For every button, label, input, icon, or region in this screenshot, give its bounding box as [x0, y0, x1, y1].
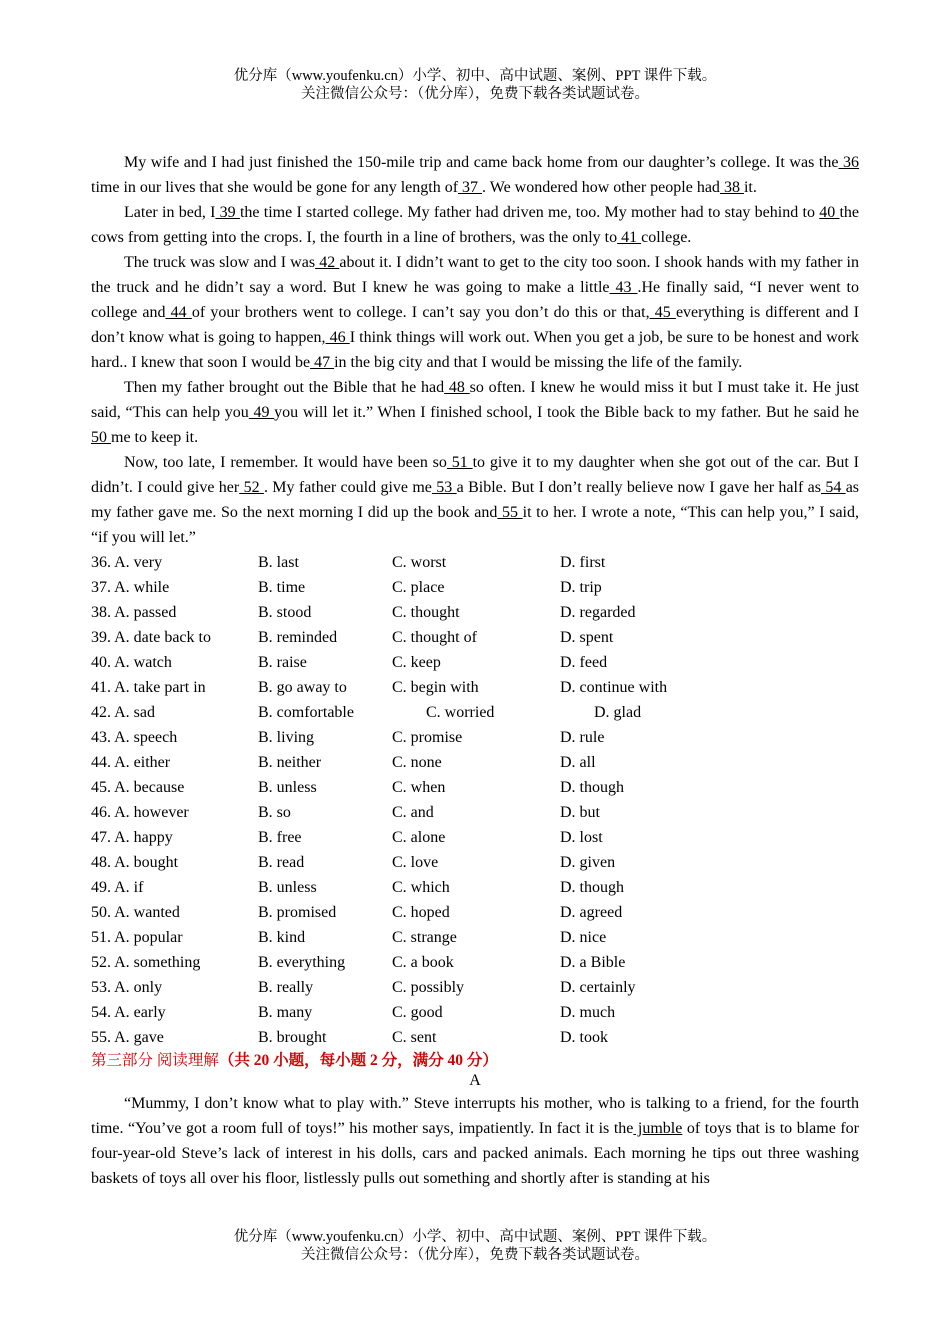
option-c: C. strange: [392, 929, 457, 946]
footer-line-2: 关注微信公众号：（优分库），免费下载各类试题试卷。: [301, 1247, 649, 1263]
option-d: D. a Bible: [560, 954, 626, 971]
option-d: D. much: [560, 1004, 616, 1021]
option-row: [91, 875, 859, 900]
option-a: 41. A. take part in: [91, 679, 206, 696]
blank-53: 53: [431, 479, 457, 496]
blank-42: 42: [315, 254, 340, 271]
blank-48: 48: [444, 379, 470, 396]
option-d: D. glad: [594, 704, 642, 721]
option-d: D. agreed: [560, 904, 623, 921]
option-a: 39. A. date back to: [91, 629, 211, 646]
option-b: B. last: [258, 554, 299, 571]
option-b: B. neither: [258, 754, 322, 771]
option-a: 50. A. wanted: [91, 904, 180, 921]
blank-52: 52: [239, 479, 264, 496]
option-c: C. worried: [426, 704, 495, 721]
option-c: C. possibly: [392, 979, 465, 996]
option-d: D. trip: [560, 579, 602, 596]
option-a: 49. A. if: [91, 879, 144, 896]
header-line-1: 优分库（www.youfenku.cn）小学、初中、高中试题、案例、PPT 课件下载。: [233, 68, 717, 84]
option-d: D. spent: [560, 629, 614, 646]
option-row: [91, 575, 859, 600]
option-a: 51. A. popular: [91, 929, 183, 946]
option-a: 45. A. because: [91, 779, 185, 796]
option-a: 38. A. passed: [91, 604, 177, 621]
option-row: [91, 550, 859, 575]
option-row: [91, 750, 859, 775]
option-c: C. good: [392, 1004, 443, 1021]
option-b: B. many: [258, 1004, 313, 1021]
option-c: C. begin with: [392, 679, 479, 696]
option-row: [91, 625, 859, 650]
option-row: [91, 900, 859, 925]
blank-47: 47: [310, 354, 335, 371]
option-b: B. brought: [258, 1029, 327, 1046]
option-a: 46. A. however: [91, 804, 189, 821]
blank-50: 50: [91, 429, 111, 446]
option-a: 52. A. something: [91, 954, 201, 971]
option-d: D. nice: [560, 929, 607, 946]
blank-39: 39: [215, 204, 240, 221]
option-c: C. promise: [392, 729, 463, 746]
blank-40: 40: [819, 204, 840, 221]
option-b: B. go away to: [258, 679, 347, 696]
option-c: C. hoped: [392, 904, 450, 921]
page-footer: [0, 1228, 950, 1264]
option-d: D. certainly: [560, 979, 636, 996]
option-c: C. which: [392, 879, 450, 896]
blank-41: 41: [617, 229, 642, 246]
header-line-2: 关注微信公众号：（优分库），免费下载各类试题试卷。: [301, 86, 649, 102]
option-b: B. read: [258, 854, 305, 871]
blank-36: 36: [838, 154, 860, 171]
option-d: D. though: [560, 879, 624, 896]
blank-37: 37: [458, 179, 483, 196]
option-row: [91, 675, 859, 700]
option-b: B. raise: [258, 654, 307, 671]
option-b: B. kind: [258, 929, 306, 946]
option-row: [91, 825, 859, 850]
option-a: 53. A. only: [91, 979, 163, 996]
option-b: B. unless: [258, 779, 317, 796]
option-b: B. everything: [258, 954, 346, 971]
option-b: B. so: [258, 804, 291, 821]
option-c: C. keep: [392, 654, 441, 671]
option-row: [91, 600, 859, 625]
option-c: C. place: [392, 579, 445, 596]
option-d: D. regarded: [560, 604, 636, 621]
option-row: [91, 975, 859, 1000]
option-a: 44. A. either: [91, 754, 171, 771]
option-row: [91, 700, 859, 725]
option-b: B. comfortable: [258, 704, 354, 721]
option-c: C. a book: [392, 954, 454, 971]
blank-51: 51: [446, 454, 473, 471]
option-d: D. lost: [560, 829, 603, 846]
option-d: D. all: [560, 754, 596, 771]
blank-38: 38: [719, 179, 744, 196]
blank-46: 46: [325, 329, 350, 346]
option-c: C. worst: [392, 554, 447, 571]
paragraph-4: Then my father brought out the Bible that he had 48 so often. I knew he would miss it but I must take it. He just said, “This can help you 49 you will let it.” When I finished school, I took the Bible back to my father. But he said he 50 me to keep it.: [91, 379, 860, 446]
option-d: D. though: [560, 779, 624, 796]
option-a: 47. A. happy: [91, 829, 173, 846]
paragraph-1: My wife and I had just finished the 150-mile trip and came back home from our daughter’s college. It was the 36 time in our lives that she would be gone for any length of 37 . We wondered how other people had 38 it.: [91, 154, 860, 196]
option-d: D. given: [560, 854, 616, 871]
blank-45: 45: [649, 304, 676, 321]
option-a: 54. A. early: [91, 1004, 166, 1021]
option-c: C. none: [392, 754, 442, 771]
option-row: [91, 850, 859, 875]
option-a: 48. A. bought: [91, 854, 179, 871]
option-b: B. living: [258, 729, 315, 746]
option-c: C. sent: [392, 1029, 437, 1046]
option-c: C. alone: [392, 829, 446, 846]
option-a: 40. A. watch: [91, 654, 172, 671]
option-b: B. promised: [258, 904, 337, 921]
passage-label: A: [469, 1072, 481, 1089]
blank-55: 55: [497, 504, 523, 521]
option-c: C. love: [392, 854, 439, 871]
section-detail: （共 20 小题，每小题 2 分，满分 40 分）: [218, 1052, 498, 1069]
option-a: 43. A. speech: [91, 729, 178, 746]
option-d: D. first: [560, 554, 606, 571]
option-row: [91, 1000, 859, 1025]
option-a: 42. A. sad: [91, 704, 155, 721]
option-row: [91, 650, 859, 675]
option-d: D. rule: [560, 729, 605, 746]
option-a: 36. A. very: [91, 554, 163, 571]
option-row: [91, 950, 859, 975]
option-d: D. but: [560, 804, 600, 821]
blank-44: 44: [165, 304, 192, 321]
option-b: B. free: [258, 829, 302, 846]
reading-paragraph: “Mummy, I don’t know what to play with.” Steve interrupts his mother, who is talking to a friend, for the fourth time. “You’ve got a room full of toys!” his mother says, impatiently. In fact it is the jumble of toys that is to blame for four-year-old Steve’s lack of interest in his dolls, cars and packed animals. Each morning he tips out three washing baskets of toys all over his floor, listlessly pulls out something and shortly after is standing at his: [91, 1095, 860, 1187]
paragraph-3: The truck was slow and I was 42 about it. I didn’t want to get to the city too soon. I shook hands with my father in the truck and he didn’t say a word. But I knew he was going to make a little 43 .He finally said, “I never went to college and 44 of your brothers went to college. I can’t say you don’t do this or that, 45 everything is different and I don’t know what is going to happen, 46 I think things will work out. When you get a job, be sure to be honest and work hard.. I knew that soon I would be 47 in the big city and that I would be missing the life of the family.: [91, 254, 860, 371]
section-title: 第三部分 阅读理解: [91, 1052, 219, 1069]
option-b: B. time: [258, 579, 306, 596]
option-d: D. took: [560, 1029, 608, 1046]
document-body: [91, 150, 859, 1191]
paragraph-2: Later in bed, I 39 the time I started college. My father had driven me, too. My mother had to stay behind to 40 the cows from getting into the crops. I, the fourth in a line of brothers, was the only to 41 college.: [91, 204, 860, 246]
option-d: D. feed: [560, 654, 608, 671]
option-c: C. when: [392, 779, 446, 796]
option-b: B. stood: [258, 604, 312, 621]
option-c: C. and: [392, 804, 434, 821]
option-row: [91, 800, 859, 825]
paragraph-5: Now, too late, I remember. It would have been so 51 to give it to my daughter when she got out of the car. But I didn’t. I could give her 52 . My father could give me 53 a Bible. But I don’t really believe now I gave her half as 54 as my father gave me. So the next morning I did up the book and 55 it to her. I wrote a note, “This can help you,” I said, “if you will let.”: [91, 454, 860, 546]
blank-43: 43: [609, 279, 638, 296]
option-c: C. thought of: [392, 629, 477, 646]
page-header: [0, 67, 950, 103]
option-d: D. continue with: [560, 679, 668, 696]
option-c: C. thought: [392, 604, 460, 621]
option-row: [91, 725, 859, 750]
options-list: [91, 550, 859, 1050]
option-b: B. unless: [258, 879, 317, 896]
section-heading: [91, 1050, 859, 1071]
blank-54: 54: [820, 479, 846, 496]
underlined-word: jumble: [633, 1120, 683, 1137]
option-b: B. really: [258, 979, 314, 996]
option-row: [91, 1025, 859, 1050]
blank-49: 49: [248, 404, 275, 421]
option-row: [91, 775, 859, 800]
footer-line-1: 优分库（www.youfenku.cn）小学、初中、高中试题、案例、PPT 课件下载。: [233, 1229, 717, 1245]
option-a: 37. A. while: [91, 579, 170, 596]
option-a: 55. A. gave: [91, 1029, 164, 1046]
option-row: [91, 925, 859, 950]
option-b: B. reminded: [258, 629, 338, 646]
